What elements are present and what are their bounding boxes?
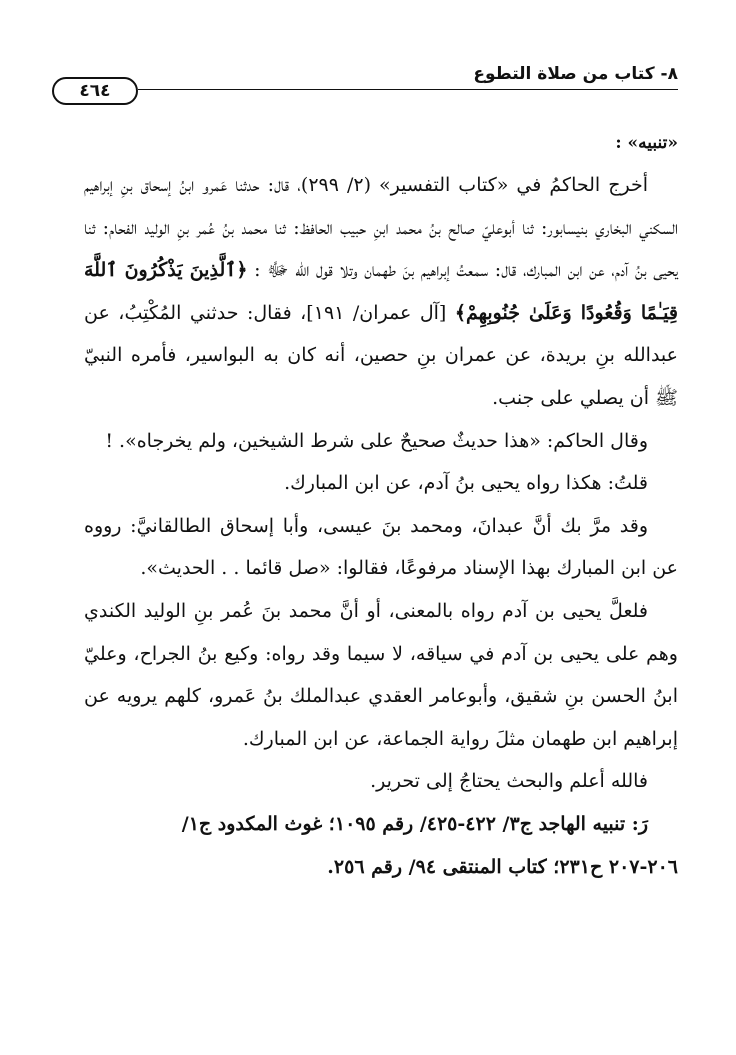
reference-line-2: ٢٠٦-٢٠٧ ح٢٣١؛ كتاب المنتقى ٩٤/ رقم ٢٥٦. <box>327 855 678 878</box>
section-heading: «تنبيه» : <box>615 133 678 153</box>
paragraph-author-note: قلتُ: هكذا رواه يحيى بنُ آدم، عن ابن المبارك. <box>284 472 648 495</box>
paragraph-other-narrators: وقد مرَّ بك أنَّ عبدانَ، ومحمد بنَ عيسى، وأبا إسحاق الطالقانيَّ: رووه عن ابن المبارك بهذا الإسناد مرفوعًا، فقالوا: «صل قائما . . الحديث». <box>84 514 678 580</box>
paragraph-hakim-report-lead: أخرج الحاكمُ في «كتاب التفسير» (٢/ ٢٩٩)، قال: حدثنا عَمرو ابنُ إسحاق بنِ إبراهيم السكني البخاري بنيسابور: ثنا أبوعليّ صالح بنُ محمد ابنِ حبيب الحافظ: ثنا محمد بنُ عُمر بنِ الوليد الفحام: ثنا يحيى بنُ آدم، عن ابن المبارك، قال: سمعتُ إبراهيم بنَ طهمان وتلا قول الله ﷻ : <box>84 174 678 282</box>
paragraph-conclusion: فالله أعلم والبحث يحتاجُ إلى تحرير. <box>370 770 648 793</box>
chapter-title: ٨- كتاب من صلاة التطوع <box>473 64 678 84</box>
paragraph-hakim-report-tail: [آل عمران/ ١٩١]، فقال: حدثني المُكْتِبُ، عن عبدالله بنِ بريدة، عن عمران بنِ حصين، أنه كان به البواسير، فأمره النبيّ ﷺ أن يصلي على جنب. <box>84 301 678 409</box>
page-number: ٤٦٤ <box>52 77 138 105</box>
paragraph-analysis: فلعلَّ يحيى بن آدم رواه بالمعنى، أو أنَّ محمد بنَ عُمر بنِ الوليد الكندي وهم على يحيى بن آدم في سياقه، لا سيما وقد رواه: وكيع بنُ الجراح، وعليّ ابنُ الحسن بنِ شقيق، وأبوعامر العقدي عبدالملك بنُ عَمرو، كلهم يرويه عن إبراهيم ابن طهمان مثلَ رواية الجماعة، عن ابن المبارك. <box>84 599 678 750</box>
paragraph-hakim-report <box>84 164 678 420</box>
page-body <box>84 122 678 888</box>
paragraph-hakim-verdict: وقال الحاكم: «هذا حديثٌ صحيحٌ على شرط الشيخين، ولم يخرجاه». ! <box>105 429 648 452</box>
header-rule <box>138 89 678 90</box>
reference-line-1: رَ: تنبيه الهاجد ج٣/ ٤٢٢-٤٢٥/ رقم ١٠٩٥؛ غوث المكدود ج١/ <box>181 812 648 835</box>
page-header <box>78 60 678 100</box>
quran-verse: ﴿ٱلَّذِينَ يَذْكُرُونَ ٱللَّهَ قِيَـٰمًا وَقُعُودًا وَعَلَىٰ جُنُوبِهِمْ﴾ <box>84 259 678 324</box>
